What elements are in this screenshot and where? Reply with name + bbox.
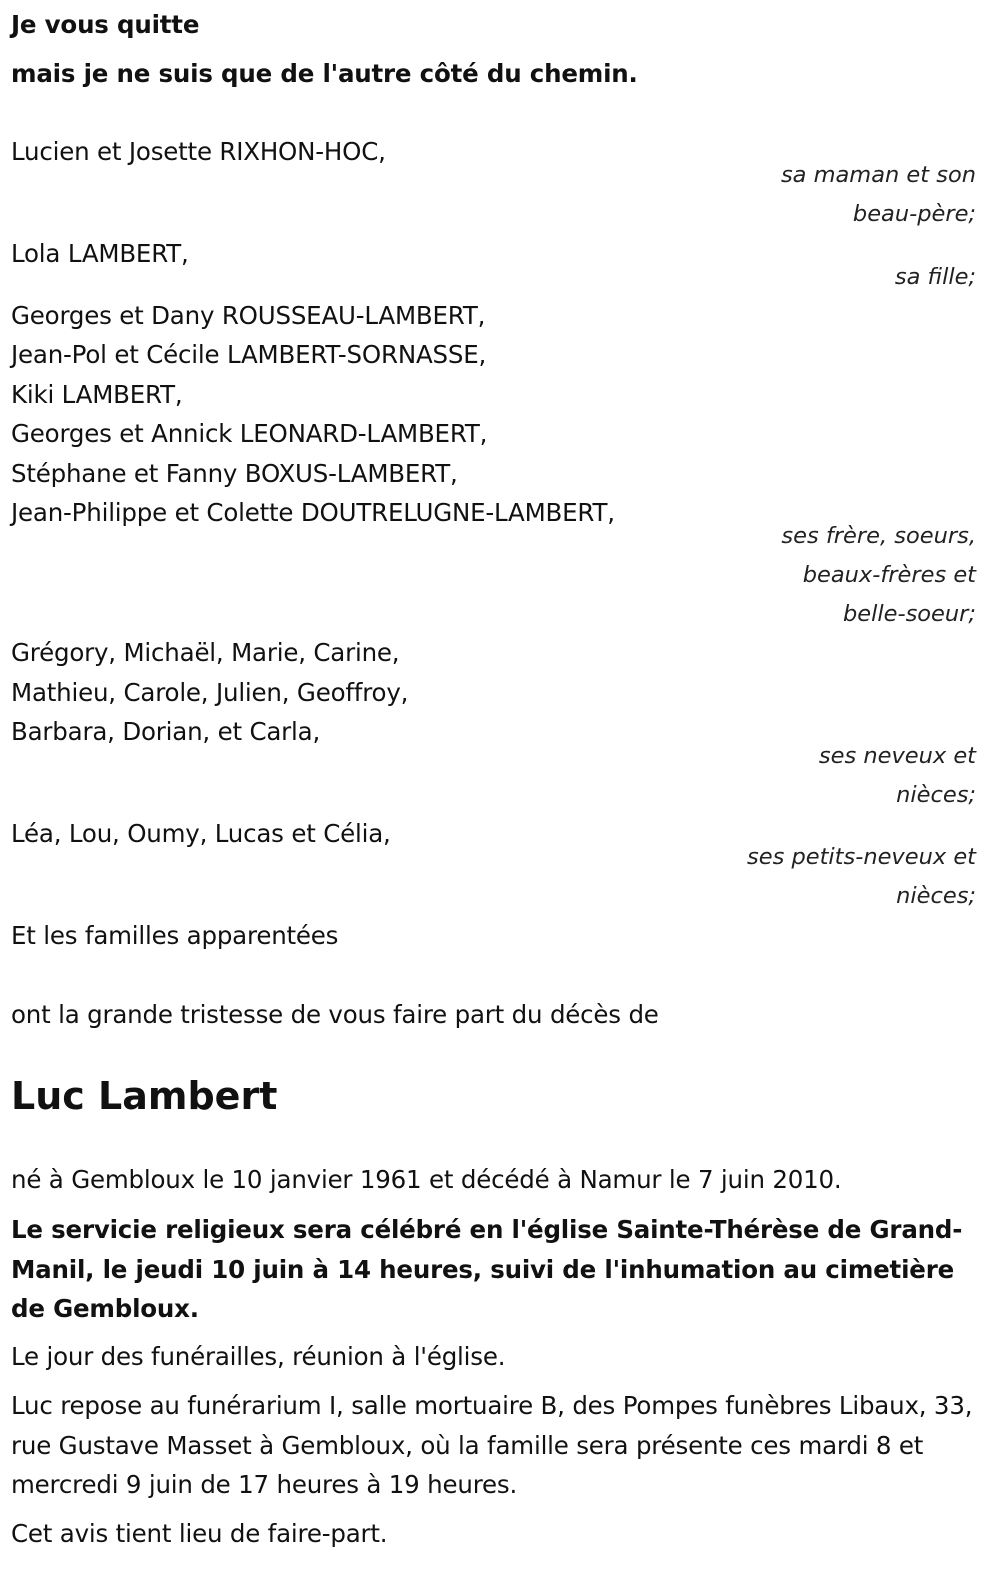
- header-line-2: mais je ne suis que de l'autre côté du chemin.: [11, 59, 638, 88]
- birth-death: né à Gembloux le 10 janvier 1961 et décédé à Namur le 7 juin 2010.: [11, 1165, 842, 1194]
- family-name: Lucien et Josette RIXHON-HOC,: [11, 137, 386, 166]
- family-relation: ses frère, soeurs,: [781, 523, 976, 549]
- header-line-1: Je vous quitte: [11, 10, 200, 39]
- family-name: Lola LAMBERT,: [11, 239, 189, 268]
- family-name: Barbara, Dorian, et Carla,: [11, 717, 321, 746]
- closing-note: Cet avis tient lieu de faire-part.: [11, 1519, 388, 1548]
- family-relation: beaux-frères et: [802, 562, 976, 588]
- family-relation: belle-soeur;: [842, 601, 976, 627]
- family-relation: ses petits-neveux et: [747, 844, 976, 870]
- deceased-name: Luc Lambert: [11, 1074, 278, 1118]
- family-relation: beau-père;: [852, 201, 976, 227]
- family-name: Kiki LAMBERT,: [11, 380, 183, 409]
- family-relation: nièces;: [896, 782, 976, 808]
- families-related: Et les familles apparentées: [11, 921, 339, 950]
- family-relation: sa maman et son: [780, 162, 976, 188]
- family-name: Georges et Annick LEONARD-LAMBERT,: [11, 419, 488, 448]
- announcement: ont la grande tristesse de vous faire part du décès de: [11, 1000, 659, 1029]
- family-name: Jean-Philippe et Colette DOUTRELUGNE-LAMBERT,: [11, 498, 615, 527]
- family-relation: ses neveux et: [818, 743, 976, 769]
- family-name: Léa, Lou, Oumy, Lucas et Célia,: [11, 819, 391, 848]
- meeting-info: Le jour des funérailles, réunion à l'église.: [11, 1342, 506, 1371]
- family-name: Jean-Pol et Cécile LAMBERT-SORNASSE,: [11, 340, 487, 369]
- family-name: Mathieu, Carole, Julien, Geoffroy,: [11, 678, 409, 707]
- family-relation: sa fille;: [894, 264, 976, 290]
- family-name: Georges et Dany ROUSSEAU-LAMBERT,: [11, 301, 486, 330]
- family-name: Grégory, Michaël, Marie, Carine,: [11, 638, 400, 667]
- rest-info: Luc repose au funérarium I, salle mortuaire B, des Pompes funèbres Libaux, 33, rue Gustave Masset à Gembloux, où la famille sera présente ces mardi 8 et mercredi 9 juin de 17 heures à 19 heures.: [11, 1391, 973, 1499]
- service-details: Le servicie religieux sera célébré en l'église Sainte-Thérèse de Grand-Manil, le jeudi 10 juin à 14 heures, suivi de l'inhumation au cimetière de Gembloux.: [11, 1215, 963, 1323]
- family-name: Stéphane et Fanny BOXUS-LAMBERT,: [11, 459, 458, 488]
- family-relation: nièces;: [896, 883, 976, 909]
